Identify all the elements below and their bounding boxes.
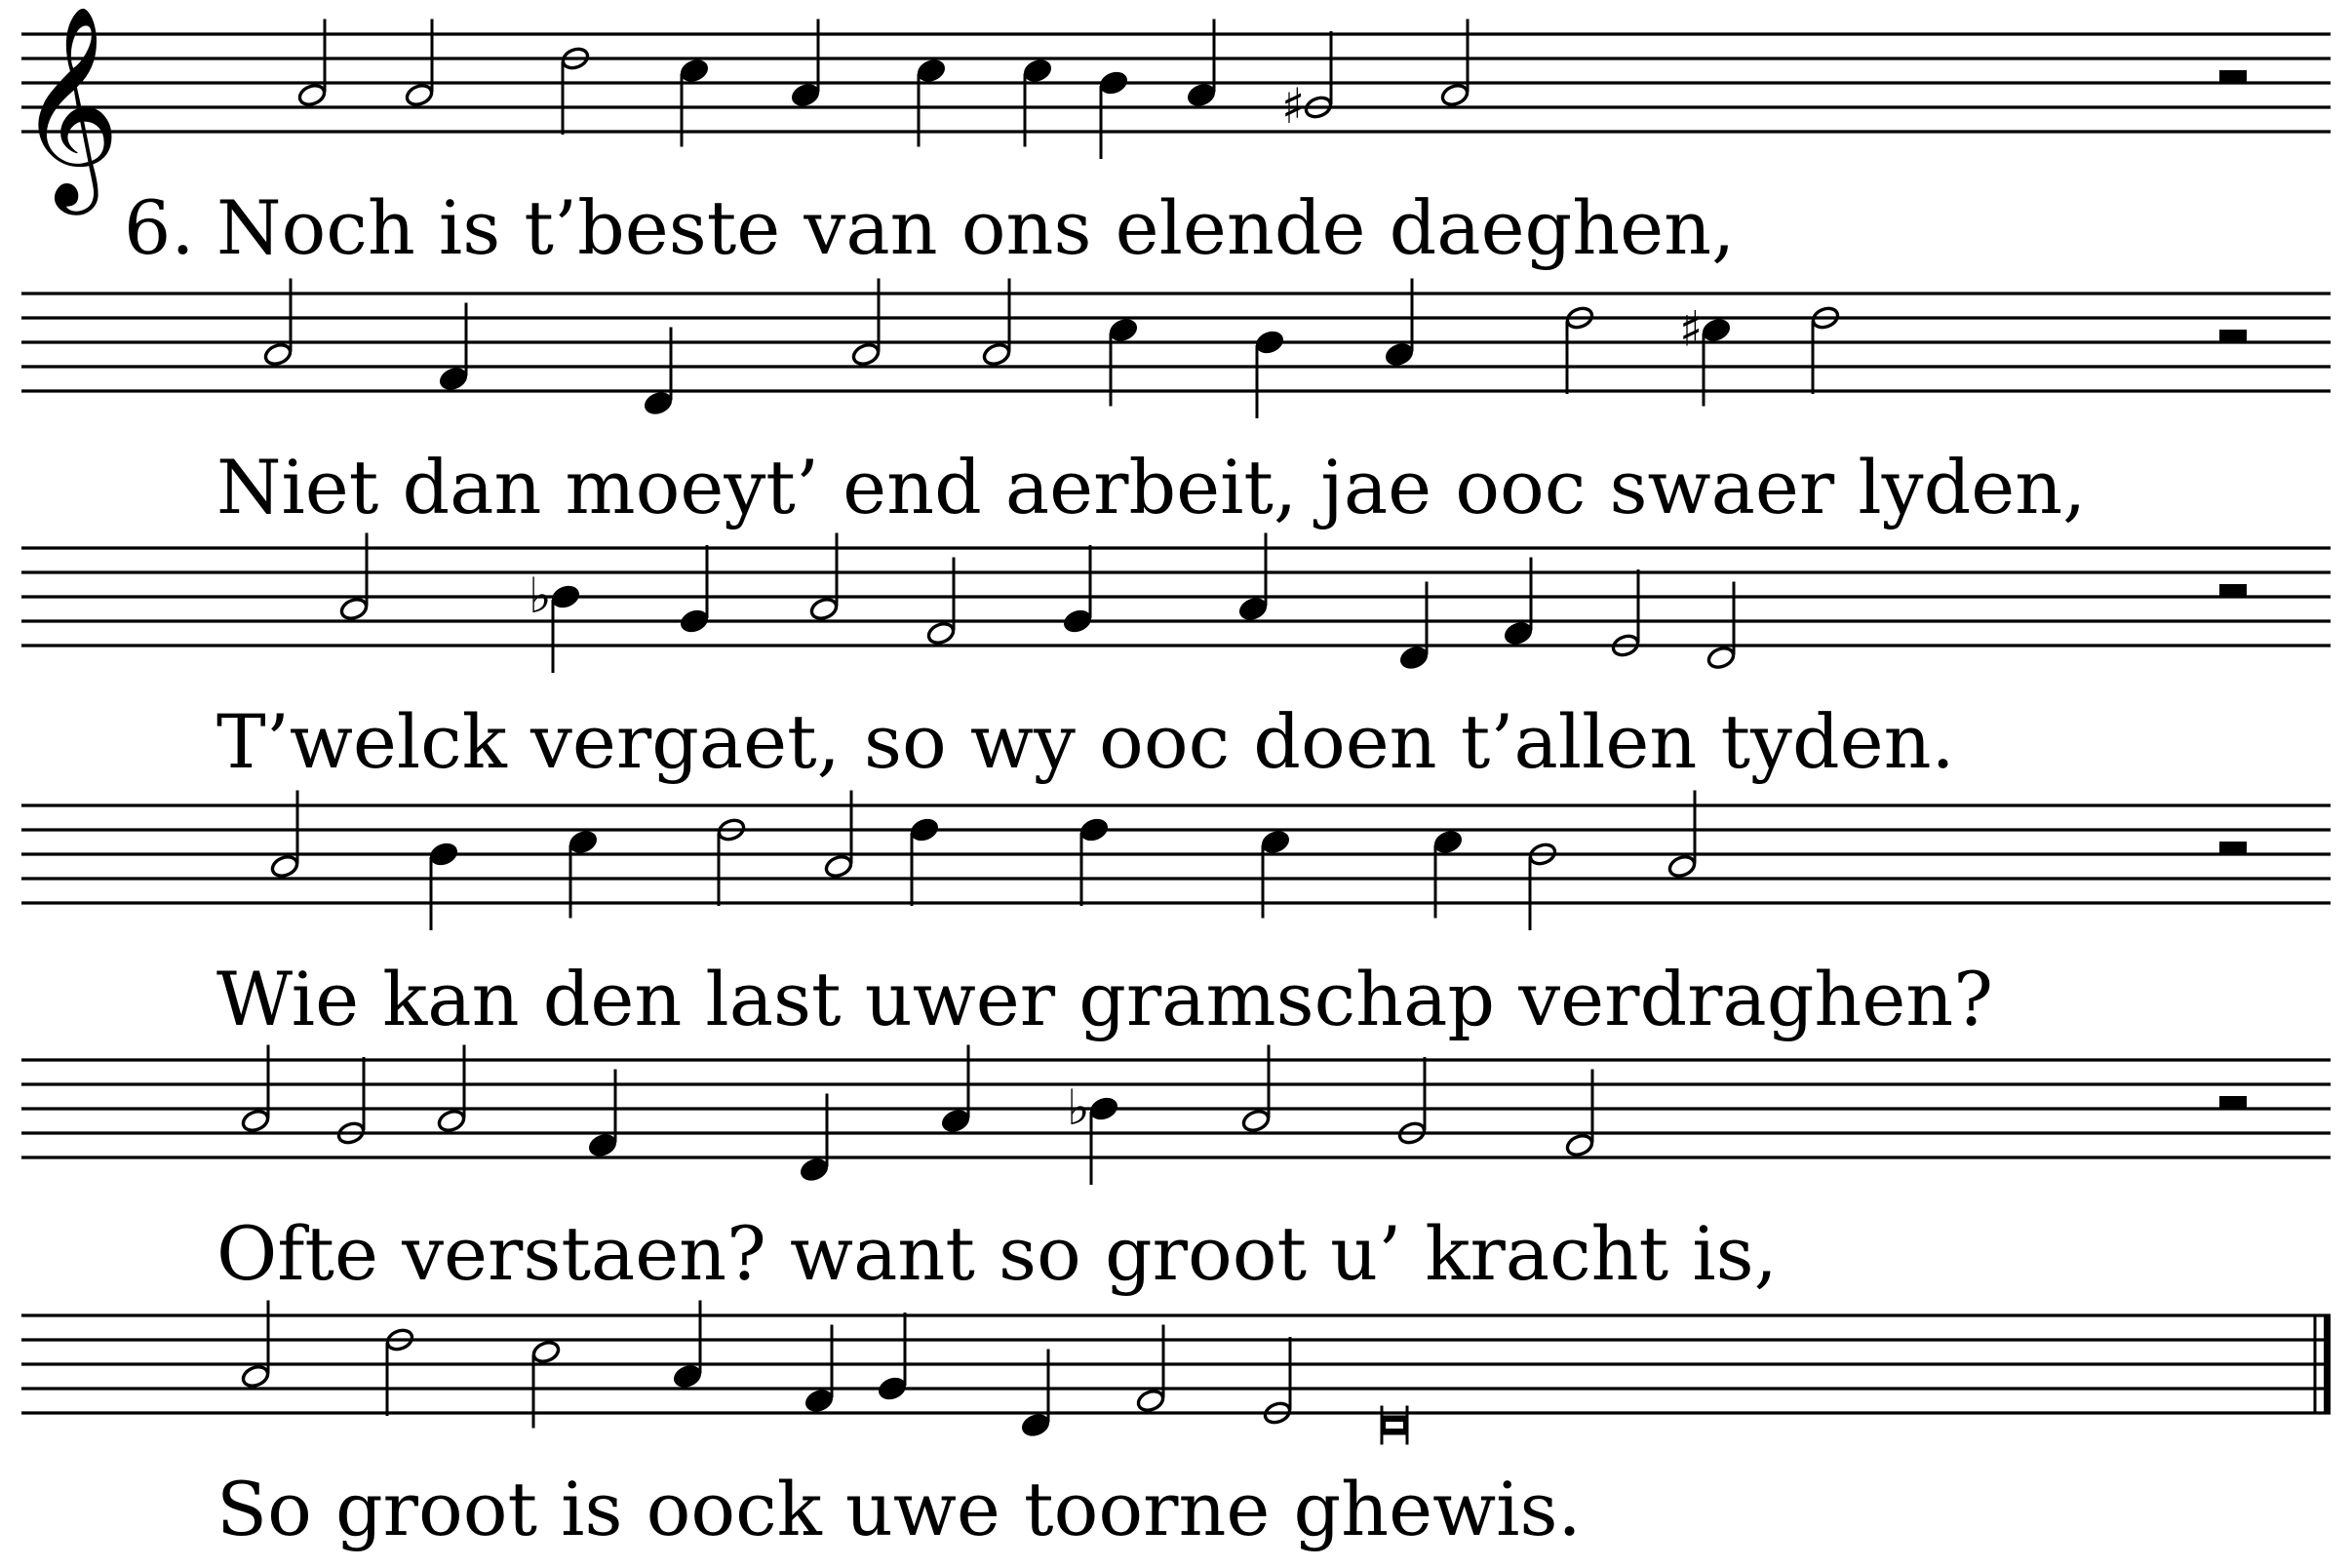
flat-icon: ♭ bbox=[529, 568, 552, 624]
half-rest-icon bbox=[2219, 330, 2247, 342]
lyric-line: Wie kan den last uwer gramschap verdraghen? bbox=[216, 956, 1993, 1042]
half-rest-icon bbox=[2219, 584, 2247, 597]
note bbox=[339, 533, 370, 622]
note bbox=[1087, 1094, 1121, 1185]
treble-clef-icon: 𝄞 bbox=[18, 4, 121, 206]
note bbox=[1565, 1070, 1595, 1158]
note bbox=[824, 791, 854, 880]
staff-system bbox=[21, 1301, 2331, 1553]
note bbox=[1097, 68, 1131, 159]
note bbox=[1667, 791, 1698, 880]
half-rest-icon bbox=[2219, 1096, 2247, 1109]
staff-system bbox=[18, 4, 2331, 271]
lyric-line: Noch is t’beste van ons elende daeghen, bbox=[216, 184, 1736, 271]
note bbox=[1253, 328, 1287, 418]
note bbox=[241, 1045, 271, 1134]
note bbox=[263, 279, 294, 368]
staff-system bbox=[21, 1045, 2331, 1298]
note bbox=[982, 279, 1012, 368]
final-barline bbox=[2324, 1315, 2331, 1413]
staff-system bbox=[21, 533, 2331, 786]
note bbox=[1440, 20, 1470, 108]
note bbox=[427, 840, 461, 930]
staff-system bbox=[21, 791, 2331, 1043]
sharp-icon: ♯ bbox=[1679, 300, 1704, 358]
lyric-line: Niet dan moeyt’ end aerbeit, jae ooc swaer lyden, bbox=[216, 444, 2087, 530]
note bbox=[1706, 582, 1737, 671]
note bbox=[908, 815, 942, 906]
note bbox=[297, 20, 328, 108]
sharp-icon: ♯ bbox=[1281, 78, 1306, 135]
lyric-line: Ofte verstaen? want so groot u’ kracht is, bbox=[216, 1210, 1778, 1297]
half-rest-icon bbox=[2219, 70, 2247, 83]
staff-system bbox=[21, 279, 2331, 531]
note bbox=[926, 558, 957, 647]
note bbox=[241, 1301, 271, 1390]
note bbox=[1078, 815, 1112, 906]
note bbox=[809, 533, 840, 622]
note bbox=[405, 20, 435, 108]
note bbox=[876, 1313, 910, 1403]
half-rest-icon bbox=[2219, 842, 2247, 854]
lyric-line: So groot is oock uwe toorne ghewis. bbox=[216, 1466, 1582, 1552]
note bbox=[678, 545, 712, 636]
note bbox=[1136, 1325, 1166, 1414]
note bbox=[437, 1045, 467, 1134]
note bbox=[851, 279, 882, 368]
verse-number: 6. bbox=[124, 184, 195, 271]
lyric-line: T’welck vergaet, so wy ooc doen t’allen tyden. bbox=[216, 698, 1955, 785]
note bbox=[1241, 1045, 1272, 1134]
note bbox=[1061, 545, 1095, 636]
note bbox=[270, 791, 300, 880]
flat-icon: ♭ bbox=[1067, 1079, 1090, 1136]
note bbox=[531, 1339, 562, 1428]
note bbox=[549, 582, 583, 673]
